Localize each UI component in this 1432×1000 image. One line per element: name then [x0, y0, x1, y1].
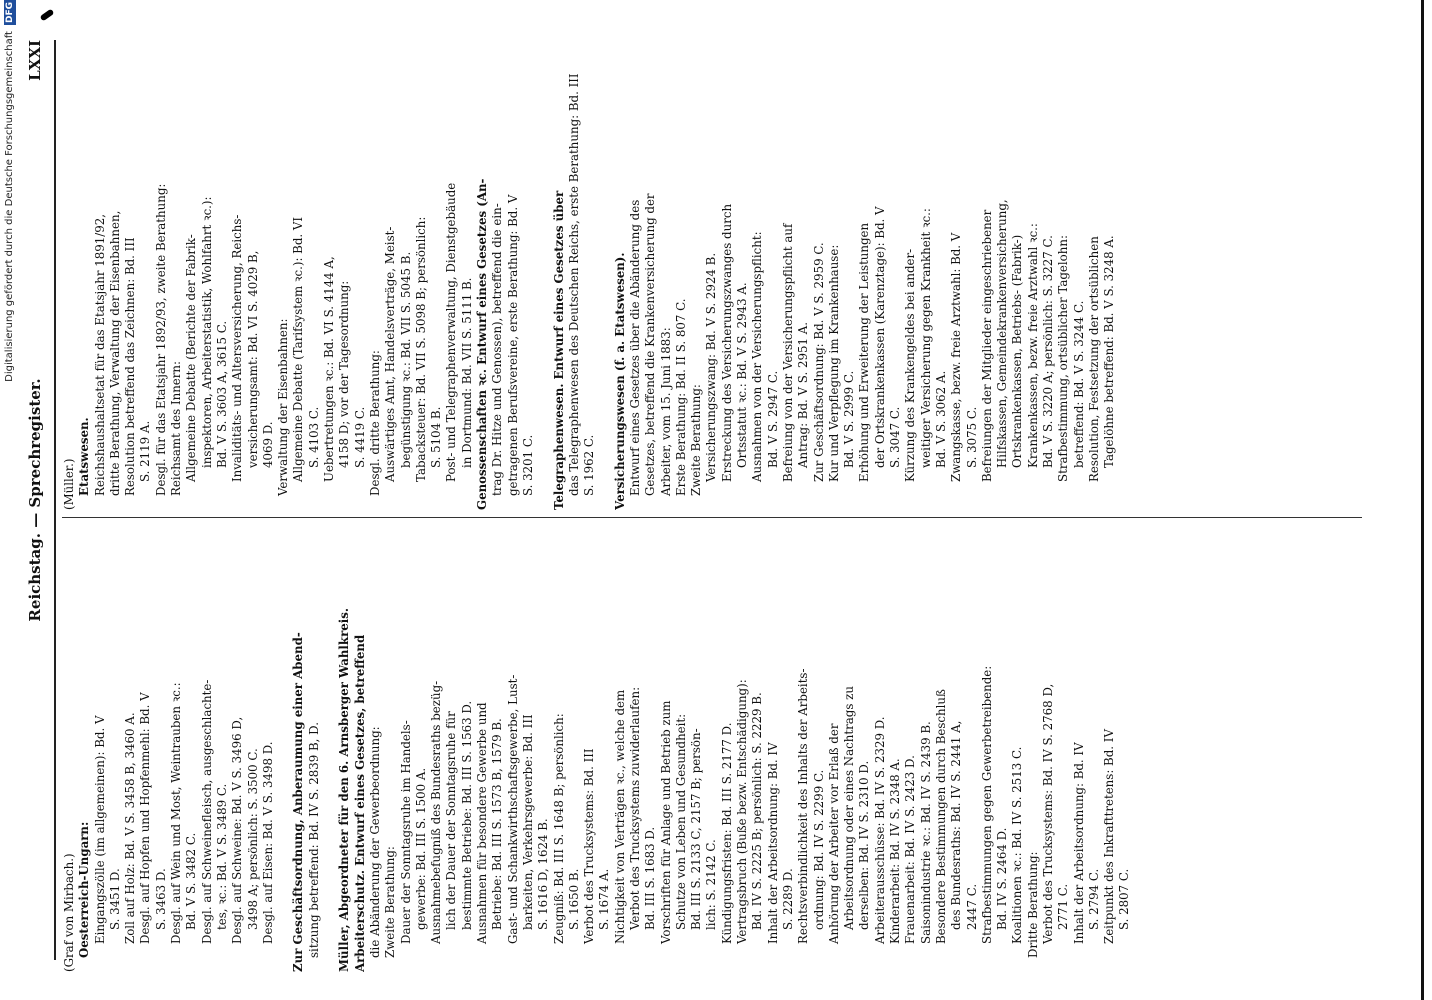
index-line: Arbeiterschutz. Entwurf eines Gesetzes, betreffend: [352, 634, 367, 972]
index-line: ordnung: Bd. IV S. 2299 C.: [811, 769, 826, 930]
index-line: 3498 A; persönlich: S. 3500 C.: [245, 748, 260, 930]
running-header: [26, 40, 50, 960]
index-line: Zoll auf Holz: Bd. V S. 3458 B, 3460 A.: [123, 712, 138, 944]
index-line: Versicherungszwang: Bd. V S. 2924 B.: [704, 252, 719, 482]
index-line: Ausnahmen von der Versicherungspflicht:: [750, 231, 765, 482]
index-line: Verbot des Trucksystems: Bd. III: [582, 748, 597, 944]
header-rule: [54, 40, 56, 960]
index-line: [322, 527, 337, 972]
index-line: S. 3451 D.: [107, 868, 122, 930]
index-line: Koalitionen ꝛc.: Bd. IV S. 2513 C.: [1010, 746, 1025, 944]
index-line: das Telegraphenwesen des Deutschen Reichs, erste Berathung: Bd. III: [566, 73, 581, 496]
index-line: Desgl. auf Eisen: Bd. V S. 3498 D.: [260, 741, 275, 944]
index-line: Dritte Berathung:: [1025, 851, 1040, 958]
index-line: weitiger Versicherung gegen Krankheit ꝛc.:: [918, 208, 933, 468]
index-line: Verbot des Trucksystems zuwiderlaufen:: [627, 686, 642, 930]
index-line: S. 1674 A.: [597, 868, 612, 930]
index-line: inspektoren, Arbeiterstatistik, Wohlfahrt ꝛc.):: [199, 196, 214, 468]
index-line: Vorschriften für Anlage und Betrieb zum: [658, 700, 673, 944]
index-line: Zweite Berathung:: [689, 384, 704, 496]
index-line: Bd. IV S. 2225 B; persönlich: S. 2229 B.: [750, 692, 765, 930]
index-line: S. 1616 D, 1624 B.: [536, 818, 551, 930]
index-line: Kündigungsfristen: Bd. III S. 2177 D.: [719, 722, 734, 944]
index-line: Zwangskasse, bezw. freie Arztwahl: Bd. V: [949, 232, 964, 482]
index-line: Erhöhung und Erweiterung der Leistungen: [857, 222, 872, 482]
index-line: Zur Geschäftsordnung: Bd. V S. 2959 C.: [811, 242, 826, 482]
index-line: Rechtsverbindlichkeit des Inhalts der Arbeits-: [796, 668, 811, 944]
index-line: S. 3047 C.: [888, 406, 903, 468]
index-line: (Graf von Mirbach.): [62, 853, 76, 972]
index-line: Arbeiterausschüsse: Bd. IV S. 2329 D.: [872, 716, 887, 944]
index-line: Bd. III S. 2133 C, 2157 B; persön-: [689, 728, 704, 930]
index-line: Genossenschaften ꝛc. Entwurf eines Gesetzes (An-: [475, 178, 490, 510]
index-line: Strafbestimmungen gegen Gewerbetreibende:: [979, 665, 994, 944]
index-line: Zeitpunkt des Inkrafttretens: Bd. IV: [1102, 729, 1117, 944]
digitization-footer: [2, 0, 18, 1000]
index-line: Müller, Abgeordneter für den 6. Arnsberger Wahlkreis.: [337, 607, 352, 972]
digitization-credit: Digitalisierung gefördert durch die Deutsche Forschungsgemeinschaft: [4, 31, 15, 382]
index-line: Bd. V S. 3062 A.: [933, 370, 948, 468]
index-line: derselben: Bd. IV S. 2310 D.: [857, 760, 872, 930]
index-line: S. 4419 C.: [352, 406, 367, 468]
index-line: Besondere Bestimmungen durch Beschluß: [933, 689, 948, 944]
index-line: tes, ꝛc.: Bd. V S. 3489 C.: [214, 783, 229, 930]
index-line: Kürzung des Krankengeldes bei ander-: [903, 248, 918, 482]
page-edge: [1421, 0, 1424, 1000]
index-line: begünstigung ꝛc.: Bd. VII S. 5045 B.: [398, 251, 413, 468]
index-line: barkeiten, Verkehrsgewerbe: Bd. III: [520, 714, 535, 930]
index-line: dritte Berathung, Verwaltung der Eisenbahnen,: [107, 210, 122, 496]
index-line: lich der Dauer der Sonntagsruhe für: [444, 711, 459, 930]
index-line: Arbeitsordnung oder eines Nachtrags zu: [842, 686, 857, 930]
index-line: S. 1962 C.: [582, 434, 597, 496]
index-line: [597, 65, 612, 510]
index-line: Desgl. für das Etatsjahr 1892/93, zweite Berathung:: [153, 183, 168, 496]
index-line: Bd. V S. 3220 A; persönlich: S. 3227 C.: [1041, 235, 1055, 468]
index-line: Auswärtiges Amt, Handelsverträge, Meist-: [383, 226, 398, 482]
index-line: Oesterreich-Ungarn:: [77, 821, 92, 958]
index-line: Saisonindustrie ꝛc.: Bd. IV S. 2439 B.: [918, 721, 933, 944]
index-line: Vertragsbruch (Buße bezw. Entschädigung):: [735, 679, 750, 944]
index-line: Resolution betreffend das Zeichnen: Bd. III: [123, 237, 138, 496]
index-line: Allgemeine Debatte (Tarifsystem ꝛc.): Bd. VI: [291, 216, 306, 482]
index-line: 4069 D.: [260, 421, 275, 468]
index-line: Bd. IV S. 2464 D.: [995, 827, 1010, 930]
right-column: [62, 65, 1117, 510]
index-line: Desgl. auf Wein und Most, Weintrauben ꝛc.:: [169, 682, 184, 944]
index-line: lich: S. 2142 C.: [704, 839, 719, 930]
index-line: Tagelöhne betreffend: Bd. V S. 3248 A.: [1102, 235, 1117, 468]
index-line: Verwaltung der Eisenbahnen:: [276, 318, 291, 496]
index-line: Zweite Berathung:: [383, 846, 398, 958]
page-number: LXXI: [26, 40, 44, 81]
index-line: Zur Geschäftsordnung, Anberaumung einer Abend-: [291, 632, 306, 972]
index-line: Bd. V S. 2947 C.: [765, 370, 780, 468]
index-line: Bd. V S. 3482 C.: [184, 832, 199, 930]
index-line: Desgl. auf Schweinefleisch, ausgeschlachte-: [199, 679, 214, 944]
index-line: Ausnahmebefugniß des Bundesraths bezüg-: [429, 680, 444, 944]
index-line: Antrag: Bd. V S. 2951 A.: [796, 322, 811, 468]
index-line: Versicherungswesen (f. a. Etatswesen).: [612, 252, 627, 510]
index-line: gewerbe: Bd. III S. 1500 A.: [413, 767, 428, 930]
index-line: Strafbestimmung, ortsüblicher Tagelohn:: [1056, 235, 1071, 482]
index-line: Eingangszölle (im allgemeinen): Bd. V: [92, 715, 107, 944]
index-line: Zeugniß: Bd. III S. 1648 B; persönlich:: [551, 713, 566, 944]
index-line: Kinderarbeit: Bd. IV S. 2348 A.: [888, 758, 903, 944]
index-line: S. 2119 A.: [138, 420, 153, 482]
index-line: sitzung betreffend: Bd. IV S. 2839 B, D.: [306, 722, 321, 958]
index-line: Frauenarbeit: Bd. IV S. 2423 D.: [903, 755, 918, 944]
index-line: Dauer der Sonntagsruhe im Handels-: [398, 720, 413, 944]
index-line: S. 5104 B.: [429, 406, 444, 468]
index-line: Erstreckung des Versicherungszwanges durch: [719, 203, 734, 482]
index-line: Betriebe: Bd. III S. 1573 B, 1579 B.: [490, 718, 505, 930]
index-line: Invaliditäts- und Altersversicherung, Reichs-: [230, 214, 245, 482]
index-line: versicherungsamt: Bd. VI S. 4029 B,: [245, 250, 260, 468]
index-line: Reichsamt des Innern:: [169, 361, 184, 496]
index-line: in Dortmund: Bd. VII S. 5111 B.: [459, 277, 474, 468]
index-line: die Abänderung der Gewerbeordnung:: [367, 726, 382, 958]
index-line: Befreiungen der Mitglieder eingeschriebener: [979, 209, 994, 482]
index-line: Kur und Verpflegung im Krankenhause:: [826, 244, 841, 482]
index-line: Schutze von Leben und Gesundheit:: [673, 713, 688, 930]
index-line: S. 3075 C.: [964, 406, 979, 468]
index-line: Nichtigkeit von Verträgen ꝛc., welche dem: [612, 689, 627, 944]
index-line: Gesetzes, betreffend die Krankenversicherung der: [643, 193, 658, 496]
index-line: Uebertretungen ꝛc.: Bd. VI S. 4144 A,: [322, 256, 337, 482]
index-line: S. 2289 D.: [780, 868, 795, 930]
index-line: bestimmte Betriebe: Bd. III S. 1563 D.: [459, 700, 474, 930]
index-line: [276, 527, 291, 972]
index-line: Ortskrankenkassen, Betriebs- (Fabrik-): [1010, 234, 1025, 468]
index-line: Desgl. dritte Berathung:: [367, 350, 382, 496]
index-line: Erste Berathung: Bd. II S. 807 C.: [673, 298, 688, 496]
index-line: Inhalt der Arbeitsordnung: Bd. IV: [765, 742, 780, 944]
index-line: S. 3463 D.: [153, 868, 168, 930]
index-line: Allgemeine Debatte (Berichte der Fabrik-: [184, 234, 199, 482]
index-line: Bd. V S. 2999 C.: [842, 370, 857, 468]
index-line: der Ortskrankenkassen (Karenztage): Bd. V: [872, 206, 887, 468]
index-line: S. 3201 C.: [520, 434, 535, 496]
index-line: Resolution, Festsetzung der ortsüblichen: [1086, 236, 1101, 482]
index-line: Entwurf eines Gesetzes über die Abänderung des: [627, 199, 642, 496]
index-line: 4158 D; vor der Tagesordnung:: [337, 280, 352, 468]
index-line: 2447 C.: [964, 883, 979, 930]
index-line: Ausnahmen für besondere Gewerbe und: [475, 702, 490, 944]
dfg-logo: DFG: [5, 2, 15, 24]
index-line: Desgl. auf Schweine: Bd. V S. 3496 D,: [230, 716, 245, 944]
index-line: Tabacksteuer: Bd. VII S. 5098 B; persönlich:: [413, 216, 428, 482]
index-line: [536, 65, 551, 510]
index-line: getragenen Berufsvereine, erste Berathung: Bd. V: [505, 194, 520, 496]
index-line: Telegraphenwesen. Entwurf eines Gesetzes über: [551, 190, 566, 510]
index-line: Bd. V S. 3603 A, 3615 C.: [214, 320, 229, 468]
index-line: Desgl. auf Hopfen und Hopfenmehl: Bd. V: [138, 692, 153, 944]
index-line: Arbeiter, vom 15. Juni 1883:: [658, 327, 673, 496]
left-column: [62, 527, 1133, 972]
index-line: (Müller.): [62, 458, 76, 510]
index-line: Verbot des Trucksystems: Bd. IV S. 2768 D,: [1041, 683, 1055, 944]
index-line: Etatswesen.: [77, 417, 92, 496]
index-line: S. 4103 C.: [306, 406, 321, 468]
index-line: Krankenkassen, bezw. freie Arztwahl ꝛc.:: [1025, 223, 1040, 468]
index-line: des Bundesraths: Bd. IV S. 2441 A,: [949, 720, 964, 930]
index-line: Anhörung der Arbeiter vor Erlaß der: [826, 723, 841, 944]
index-line: trag Dr. Hitze und Genossen), betreffend die ein-: [490, 203, 505, 496]
index-line: Gast- und Schankwirthschaftsgewerbe, Lust-: [505, 674, 520, 944]
index-line: Inhalt der Arbeitsordnung: Bd. IV: [1071, 742, 1086, 944]
column-divider: [62, 517, 1362, 518]
index-line: Reichshaushaltsetat für das Etatsjahr 1891/92,: [92, 214, 107, 496]
index-line: Ortsstatut ꝛc.: Bd. V S. 2943 A.: [735, 282, 750, 468]
index-line: Hilfskassen, Gemeindekrankenversicherung,: [995, 199, 1010, 468]
index-line: Bd. III S. 1683 D.: [643, 826, 658, 930]
index-line: Post- und Telegraphenverwaltung, Dienstgebäude: [444, 182, 459, 482]
index-line: S. 2794 C.: [1086, 868, 1101, 930]
index-line: Befreiung von der Versicherungspflicht auf: [780, 223, 795, 482]
running-header-title: Reichstag. — Sprechregister.: [26, 378, 44, 622]
index-line: S. 1650 B.: [566, 868, 581, 930]
index-line: 2771 C.: [1056, 883, 1071, 930]
index-line: S. 2807 C.: [1117, 868, 1132, 930]
index-line: betreffend: Bd. V S. 3244 C.: [1071, 300, 1086, 468]
